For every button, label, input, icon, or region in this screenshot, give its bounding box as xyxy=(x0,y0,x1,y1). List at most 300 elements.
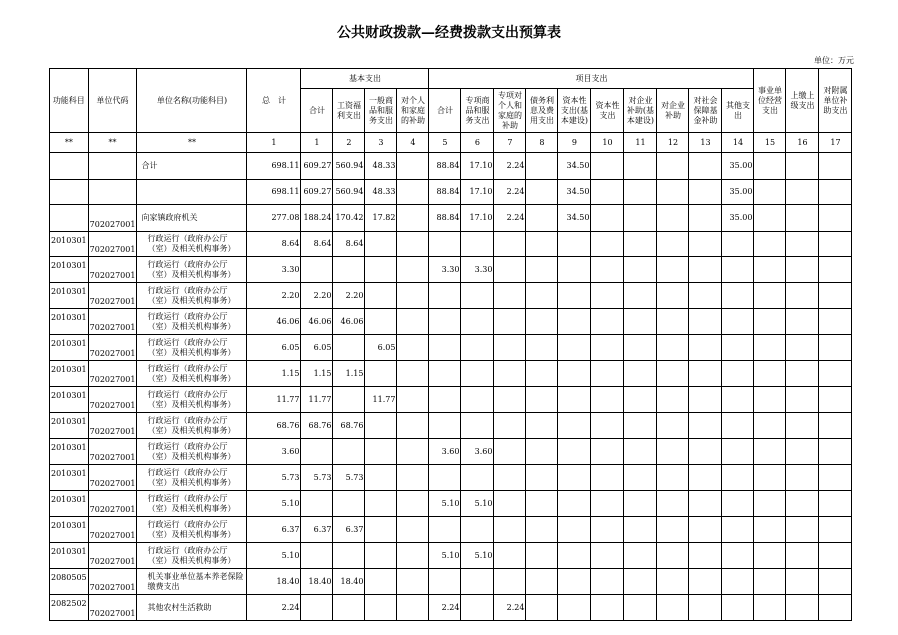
cell-value xyxy=(819,205,852,232)
cell-value xyxy=(657,517,689,543)
cell-value xyxy=(461,413,494,439)
column-index: 9 xyxy=(558,133,591,153)
cell-value xyxy=(657,180,689,205)
cell-value xyxy=(624,465,657,491)
cell-value: 698.11 xyxy=(247,180,301,205)
cell-value: 2.24 xyxy=(494,595,526,621)
cell-value xyxy=(397,595,429,621)
cell-value xyxy=(558,283,591,309)
cell-value xyxy=(526,387,558,413)
header-b-shangpin: 一般商品和服务支出 xyxy=(365,89,397,133)
cell-value: 6.05 xyxy=(301,335,333,361)
cell-value xyxy=(786,205,819,232)
cell-value xyxy=(558,257,591,283)
table-row xyxy=(50,257,852,283)
cell-daima: 702027001 xyxy=(88,361,137,387)
cell-daima: 702027001 xyxy=(88,387,137,413)
cell-daima: 702027001 xyxy=(88,465,137,491)
cell-daima: 702027001 xyxy=(88,205,137,232)
cell-value xyxy=(786,543,819,569)
cell-kemu xyxy=(50,180,89,205)
cell-value: 17.10 xyxy=(461,205,494,232)
cell-value: 2.24 xyxy=(494,153,526,180)
cell-value xyxy=(461,465,494,491)
cell-value: 17.10 xyxy=(461,180,494,205)
cell-value xyxy=(819,491,852,517)
cell-value xyxy=(301,257,333,283)
cell-value: 3.30 xyxy=(247,257,301,283)
cell-value xyxy=(754,413,786,439)
cell-value xyxy=(365,232,397,257)
cell-value xyxy=(786,335,819,361)
cell-value xyxy=(754,517,786,543)
cell-value xyxy=(526,180,558,205)
cell-value xyxy=(333,595,365,621)
cell-value xyxy=(657,257,689,283)
cell-value xyxy=(333,543,365,569)
cell-value: 5.73 xyxy=(333,465,365,491)
cell-value xyxy=(558,491,591,517)
cell-value: 188.24 xyxy=(301,205,333,232)
table-row xyxy=(50,595,852,621)
cell-value xyxy=(722,569,754,595)
cell-value xyxy=(526,309,558,335)
cell-value xyxy=(494,257,526,283)
cell-value xyxy=(494,543,526,569)
cell-value: 18.40 xyxy=(333,569,365,595)
cell-value xyxy=(429,465,461,491)
cell-value xyxy=(301,595,333,621)
cell-kemu: 2010301 xyxy=(50,387,89,413)
cell-value: 35.00 xyxy=(722,205,754,232)
cell-value xyxy=(494,361,526,387)
cell-kemu: 2010301 xyxy=(50,257,89,283)
cell-value xyxy=(657,205,689,232)
header-fushu: 对附属单位补助支出 xyxy=(819,69,852,133)
cell-value: 34.50 xyxy=(558,180,591,205)
cell-value xyxy=(722,491,754,517)
cell-value xyxy=(397,387,429,413)
cell-value: 5.73 xyxy=(301,465,333,491)
column-index: ** xyxy=(137,133,247,153)
cell-value: 3.60 xyxy=(429,439,461,465)
cell-value xyxy=(722,517,754,543)
cell-value xyxy=(657,232,689,257)
cell-value xyxy=(624,491,657,517)
column-index: 13 xyxy=(689,133,722,153)
cell-value xyxy=(558,595,591,621)
cell-value: 46.06 xyxy=(333,309,365,335)
cell-value xyxy=(786,569,819,595)
cell-value xyxy=(786,309,819,335)
column-index: 15 xyxy=(754,133,786,153)
cell-value xyxy=(754,439,786,465)
cell-value xyxy=(624,153,657,180)
cell-value: 277.08 xyxy=(247,205,301,232)
cell-value xyxy=(365,257,397,283)
cell-daima: 702027001 xyxy=(88,257,137,283)
cell-value xyxy=(624,180,657,205)
cell-value xyxy=(591,309,624,335)
cell-value xyxy=(819,309,852,335)
cell-value xyxy=(526,517,558,543)
header-x-qita: 其他支出 xyxy=(722,89,754,133)
column-index-row xyxy=(50,133,852,153)
cell-name: 向家镇政府机关 xyxy=(137,205,247,232)
cell-value xyxy=(657,361,689,387)
cell-value xyxy=(591,205,624,232)
cell-value xyxy=(591,180,624,205)
cell-value xyxy=(624,257,657,283)
cell-value xyxy=(624,569,657,595)
cell-value xyxy=(754,283,786,309)
cell-name: 行政运行（政府办公厅（室）及相关机构事务） xyxy=(137,465,247,491)
cell-value xyxy=(397,257,429,283)
cell-value xyxy=(397,153,429,180)
cell-value xyxy=(689,491,722,517)
cell-value xyxy=(397,517,429,543)
cell-value xyxy=(494,491,526,517)
cell-value: 68.76 xyxy=(333,413,365,439)
cell-name: 其他农村生活救助 xyxy=(137,595,247,621)
cell-value xyxy=(819,465,852,491)
cell-value xyxy=(689,543,722,569)
cell-value: 609.27 xyxy=(301,180,333,205)
cell-value xyxy=(526,439,558,465)
cell-name: 行政运行（政府办公厅（室）及相关机构事务） xyxy=(137,517,247,543)
header-b-gongzi: 工资福利支出 xyxy=(333,89,365,133)
cell-value: 2.24 xyxy=(494,180,526,205)
column-index: 11 xyxy=(624,133,657,153)
cell-value xyxy=(754,595,786,621)
cell-value: 48.33 xyxy=(365,153,397,180)
cell-value xyxy=(819,232,852,257)
cell-value xyxy=(754,569,786,595)
cell-value: 18.40 xyxy=(301,569,333,595)
cell-value xyxy=(819,569,852,595)
table-row xyxy=(50,205,852,232)
cell-value xyxy=(722,543,754,569)
cell-value xyxy=(819,595,852,621)
cell-value xyxy=(365,283,397,309)
cell-daima xyxy=(88,153,137,180)
cell-value: 2.24 xyxy=(247,595,301,621)
cell-value xyxy=(689,465,722,491)
cell-value: 609.27 xyxy=(301,153,333,180)
header-x-shehui: 对社会保障基金补助 xyxy=(689,89,722,133)
table-row xyxy=(50,309,852,335)
cell-value: 560.94 xyxy=(333,180,365,205)
cell-value xyxy=(624,283,657,309)
cell-value: 698.11 xyxy=(247,153,301,180)
cell-value xyxy=(397,569,429,595)
cell-value: 17.10 xyxy=(461,153,494,180)
table-row xyxy=(50,153,852,180)
cell-value xyxy=(786,595,819,621)
cell-value xyxy=(526,257,558,283)
header-x-geren: 专项对个人和家庭的补助 xyxy=(494,89,526,133)
column-index: ** xyxy=(50,133,89,153)
cell-value xyxy=(365,413,397,439)
cell-value xyxy=(591,153,624,180)
cell-value xyxy=(657,335,689,361)
cell-name xyxy=(137,180,247,205)
column-index: 2 xyxy=(333,133,365,153)
cell-value xyxy=(657,491,689,517)
cell-daima: 702027001 xyxy=(88,309,137,335)
cell-value xyxy=(397,335,429,361)
cell-value xyxy=(526,465,558,491)
cell-value xyxy=(722,439,754,465)
header-x-shangpin: 专项商品和服务支出 xyxy=(461,89,494,133)
cell-name: 合计 xyxy=(137,153,247,180)
cell-value xyxy=(591,387,624,413)
cell-value xyxy=(786,232,819,257)
cell-value xyxy=(591,439,624,465)
cell-value xyxy=(786,361,819,387)
cell-value xyxy=(689,517,722,543)
cell-value xyxy=(624,335,657,361)
header-kemu: 功能科目 xyxy=(50,69,89,133)
cell-value xyxy=(461,283,494,309)
table-row xyxy=(50,283,852,309)
header-daima: 单位代码 xyxy=(88,69,137,133)
cell-value xyxy=(333,439,365,465)
column-index: 12 xyxy=(657,133,689,153)
cell-kemu: 2082502 xyxy=(50,595,89,621)
cell-value xyxy=(591,491,624,517)
cell-value xyxy=(526,205,558,232)
cell-value: 18.40 xyxy=(247,569,301,595)
cell-name: 行政运行（政府办公厅（室）及相关机构事务） xyxy=(137,491,247,517)
cell-name: 行政运行（政府办公厅（室）及相关机构事务） xyxy=(137,361,247,387)
cell-value xyxy=(558,361,591,387)
cell-value xyxy=(494,309,526,335)
cell-value xyxy=(689,153,722,180)
cell-value xyxy=(624,439,657,465)
cell-value xyxy=(722,309,754,335)
cell-value xyxy=(301,439,333,465)
cell-value xyxy=(558,569,591,595)
cell-value xyxy=(754,335,786,361)
cell-value xyxy=(526,153,558,180)
cell-value: 6.37 xyxy=(333,517,365,543)
cell-value: 11.77 xyxy=(247,387,301,413)
cell-value xyxy=(429,335,461,361)
header-zongji: 总 计 xyxy=(247,69,301,133)
cell-value xyxy=(397,439,429,465)
cell-value: 5.73 xyxy=(247,465,301,491)
cell-name: 行政运行（政府办公厅（室）及相关机构事务） xyxy=(137,413,247,439)
cell-value xyxy=(397,361,429,387)
cell-value xyxy=(657,439,689,465)
cell-value xyxy=(819,153,852,180)
cell-value xyxy=(526,413,558,439)
cell-kemu: 2010301 xyxy=(50,283,89,309)
cell-value xyxy=(689,205,722,232)
cell-value xyxy=(786,283,819,309)
cell-value: 170.42 xyxy=(333,205,365,232)
cell-value xyxy=(689,569,722,595)
cell-value xyxy=(494,335,526,361)
cell-value xyxy=(461,335,494,361)
cell-value xyxy=(461,309,494,335)
cell-daima: 702027001 xyxy=(88,595,137,621)
cell-value xyxy=(526,283,558,309)
cell-value: 6.05 xyxy=(247,335,301,361)
cell-value xyxy=(786,439,819,465)
cell-value xyxy=(754,180,786,205)
cell-value: 34.50 xyxy=(558,205,591,232)
column-index: 6 xyxy=(461,133,494,153)
cell-daima: 702027001 xyxy=(88,491,137,517)
cell-daima: 702027001 xyxy=(88,569,137,595)
cell-value xyxy=(689,387,722,413)
cell-value xyxy=(754,465,786,491)
cell-value xyxy=(591,543,624,569)
cell-value xyxy=(819,439,852,465)
cell-value: 11.77 xyxy=(301,387,333,413)
cell-value: 3.60 xyxy=(461,439,494,465)
cell-value xyxy=(754,543,786,569)
cell-value xyxy=(526,361,558,387)
cell-value xyxy=(786,180,819,205)
cell-name: 行政运行（政府办公厅（室）及相关机构事务） xyxy=(137,335,247,361)
cell-name: 行政运行（政府办公厅（室）及相关机构事务） xyxy=(137,387,247,413)
cell-value xyxy=(624,595,657,621)
column-index: 1 xyxy=(301,133,333,153)
cell-value xyxy=(754,205,786,232)
cell-value xyxy=(786,153,819,180)
column-index: 4 xyxy=(397,133,429,153)
cell-value xyxy=(754,491,786,517)
cell-value xyxy=(429,517,461,543)
cell-kemu: 2010301 xyxy=(50,465,89,491)
cell-value xyxy=(494,465,526,491)
table-row xyxy=(50,232,852,257)
cell-value: 8.64 xyxy=(301,232,333,257)
cell-value: 3.30 xyxy=(429,257,461,283)
cell-value xyxy=(657,413,689,439)
column-index: 16 xyxy=(786,133,819,153)
cell-value xyxy=(461,232,494,257)
column-index: 1 xyxy=(247,133,301,153)
cell-value xyxy=(365,569,397,595)
unit-label: 单位：万元 xyxy=(814,56,854,65)
cell-value xyxy=(657,595,689,621)
cell-value xyxy=(365,543,397,569)
cell-value xyxy=(786,517,819,543)
cell-value: 560.94 xyxy=(333,153,365,180)
cell-value xyxy=(754,387,786,413)
cell-value xyxy=(624,361,657,387)
cell-kemu xyxy=(50,153,89,180)
cell-value: 5.10 xyxy=(247,543,301,569)
cell-value xyxy=(819,413,852,439)
cell-value xyxy=(819,335,852,361)
column-index: 8 xyxy=(526,133,558,153)
cell-value: 48.33 xyxy=(365,180,397,205)
cell-value xyxy=(624,309,657,335)
column-index: ** xyxy=(88,133,137,153)
cell-daima: 702027001 xyxy=(88,283,137,309)
cell-daima: 702027001 xyxy=(88,517,137,543)
cell-value xyxy=(526,491,558,517)
cell-value xyxy=(333,491,365,517)
cell-value xyxy=(494,283,526,309)
cell-value: 6.37 xyxy=(247,517,301,543)
cell-kemu: 2010301 xyxy=(50,517,89,543)
cell-value xyxy=(657,309,689,335)
cell-value xyxy=(689,595,722,621)
cell-value xyxy=(722,283,754,309)
column-index: 3 xyxy=(365,133,397,153)
cell-value xyxy=(461,569,494,595)
cell-value xyxy=(365,361,397,387)
cell-value xyxy=(657,153,689,180)
cell-value xyxy=(786,491,819,517)
cell-value: 11.77 xyxy=(365,387,397,413)
cell-value xyxy=(819,517,852,543)
cell-value xyxy=(786,465,819,491)
cell-value xyxy=(397,491,429,517)
cell-daima: 702027001 xyxy=(88,543,137,569)
cell-value: 35.00 xyxy=(722,153,754,180)
cell-value xyxy=(494,517,526,543)
cell-value xyxy=(397,465,429,491)
cell-value xyxy=(722,595,754,621)
cell-value xyxy=(429,283,461,309)
cell-value xyxy=(365,309,397,335)
cell-value xyxy=(591,257,624,283)
cell-value xyxy=(526,335,558,361)
cell-value xyxy=(722,361,754,387)
table-row xyxy=(50,439,852,465)
header-x-zhaiwu: 债务利息及费用支出 xyxy=(526,89,558,133)
cell-value: 5.10 xyxy=(247,491,301,517)
table-row xyxy=(50,569,852,595)
cell-value xyxy=(397,413,429,439)
cell-value: 34.50 xyxy=(558,153,591,180)
cell-value xyxy=(624,543,657,569)
cell-value xyxy=(494,387,526,413)
column-index: 7 xyxy=(494,133,526,153)
header-x-ziben-jb: 资本性支出(基本建设) xyxy=(558,89,591,133)
cell-value: 5.10 xyxy=(429,491,461,517)
cell-value xyxy=(657,387,689,413)
cell-value xyxy=(429,569,461,595)
cell-value xyxy=(461,517,494,543)
column-index: 5 xyxy=(429,133,461,153)
cell-value: 2.20 xyxy=(247,283,301,309)
cell-value xyxy=(333,257,365,283)
cell-value xyxy=(689,232,722,257)
cell-value: 2.20 xyxy=(333,283,365,309)
page-title: 公共财政拨款—经费拨款支出预算表 xyxy=(337,25,561,41)
cell-value xyxy=(786,387,819,413)
cell-value xyxy=(494,232,526,257)
cell-value xyxy=(333,335,365,361)
cell-value xyxy=(657,569,689,595)
cell-value xyxy=(365,439,397,465)
cell-value xyxy=(591,335,624,361)
cell-value: 5.10 xyxy=(461,491,494,517)
cell-value xyxy=(624,387,657,413)
cell-value: 68.76 xyxy=(247,413,301,439)
cell-value xyxy=(819,387,852,413)
cell-value: 1.15 xyxy=(333,361,365,387)
cell-value xyxy=(397,283,429,309)
